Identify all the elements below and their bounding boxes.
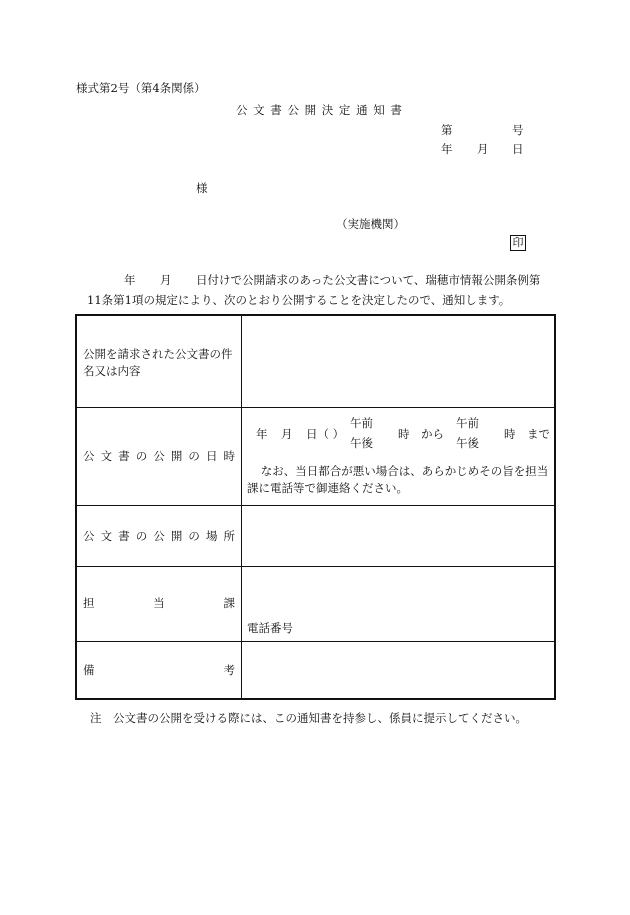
body-year: 年	[124, 273, 136, 287]
dt-pm2: 午後	[456, 436, 479, 450]
body-line2: 11条第1項の規定により、次のとおり公開することを決定したので、通知します。	[87, 293, 511, 307]
row-datetime	[77, 408, 554, 506]
seal-mark: 印	[510, 235, 526, 251]
addressee-suffix: 様	[196, 181, 208, 195]
dt-until: まで	[527, 427, 550, 441]
date-year: 年	[441, 142, 453, 156]
dt-from: から	[421, 427, 444, 441]
doc-number-prefix: 第	[441, 123, 453, 137]
seal-box	[510, 235, 526, 251]
form-number: 様式第2号（第4条関係）	[76, 81, 206, 95]
row-subject	[77, 316, 554, 408]
agency-label: （実施機関）	[336, 217, 405, 231]
notice-table	[75, 314, 556, 700]
column-divider	[241, 316, 242, 698]
remarks-label: 備 考	[83, 663, 235, 677]
department-label: 担 当 課	[83, 596, 235, 610]
doc-number-suffix: 号	[512, 123, 524, 137]
footnote: 注 公文書の公開を受ける際には、この通知書を持参し、係員に提示してください。	[90, 711, 527, 725]
dt-note: なお、当日都合が悪い場合は、あらかじめその旨を担当課に電話等で御連絡ください。	[247, 464, 549, 495]
dt-day: 日（ ）	[306, 427, 345, 441]
place-label: 公 文 書 の 公 開 の 場 所	[83, 529, 235, 543]
dt-am: 午前	[350, 416, 373, 430]
dt-hour1: 時	[398, 427, 410, 441]
dt-pm: 午後	[350, 436, 373, 450]
body-line1: 日付けで公開請求のあった公文書について、瑞穂市情報公開条例第	[196, 273, 541, 287]
subject-label: 公開を請求された公文書の件名又は内容	[83, 347, 233, 378]
row-place	[77, 506, 554, 567]
dt-month: 月	[281, 427, 293, 441]
document-title: 公 文 書 公 開 決 定 通 知 書	[236, 103, 403, 117]
dt-year: 年	[256, 427, 268, 441]
datetime-label: 公 文 書 の 公 開 の 日 時	[83, 449, 235, 463]
dt-am2: 午前	[456, 416, 479, 430]
row-remarks	[77, 642, 554, 698]
date-month: 月	[477, 142, 489, 156]
body-month: 月	[160, 273, 172, 287]
phone-number-label: 電話番号	[247, 621, 293, 635]
dt-hour2: 時	[504, 427, 516, 441]
row-department	[77, 567, 554, 642]
date-day: 日	[512, 142, 524, 156]
